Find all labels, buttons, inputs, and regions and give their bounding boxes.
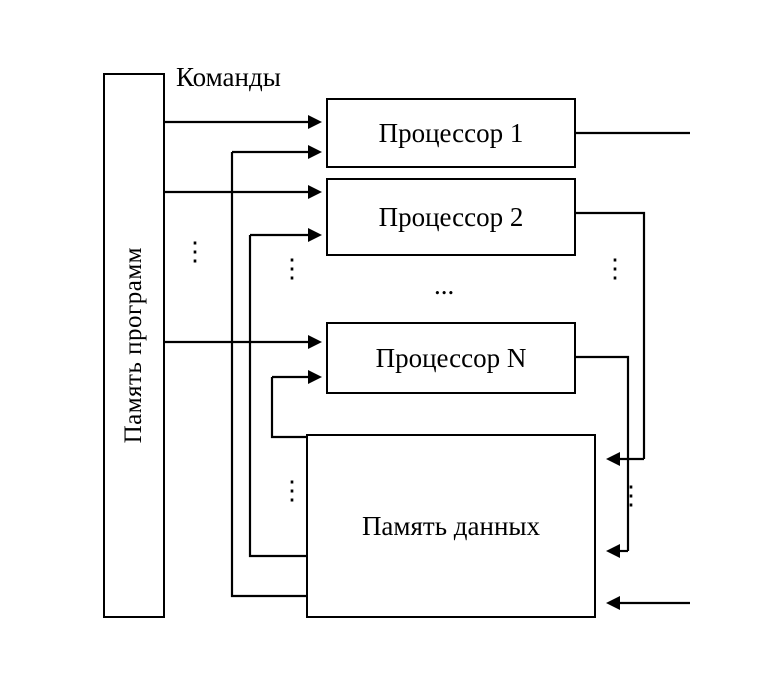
processor-1-label: Процессор 1 bbox=[378, 117, 524, 148]
program-memory-label: Память программ bbox=[120, 247, 147, 444]
processor-2-label: Процессор 2 bbox=[378, 201, 524, 232]
ellipsis-right-upper: ⋮ bbox=[602, 254, 628, 283]
ellipsis-loop-lower: ⋮ bbox=[279, 476, 305, 505]
ellipsis-loop-left: ⋮ bbox=[279, 254, 305, 283]
processor-2-box[interactable] bbox=[326, 178, 576, 256]
instructions-label: Команды bbox=[176, 62, 281, 92]
data-memory-box[interactable] bbox=[306, 434, 596, 618]
processor-n-box[interactable] bbox=[326, 322, 576, 394]
ellipsis-memory-bus: ⋮ bbox=[182, 237, 208, 266]
data-memory-label: Память данных bbox=[361, 510, 541, 541]
processor-1-box[interactable] bbox=[326, 98, 576, 168]
ellipsis-processors: ... bbox=[434, 270, 455, 300]
program-memory-box[interactable] bbox=[103, 73, 165, 618]
processor-n-label: Процессор N bbox=[375, 342, 527, 373]
ellipsis-right-lower: ⋮ bbox=[618, 481, 644, 510]
